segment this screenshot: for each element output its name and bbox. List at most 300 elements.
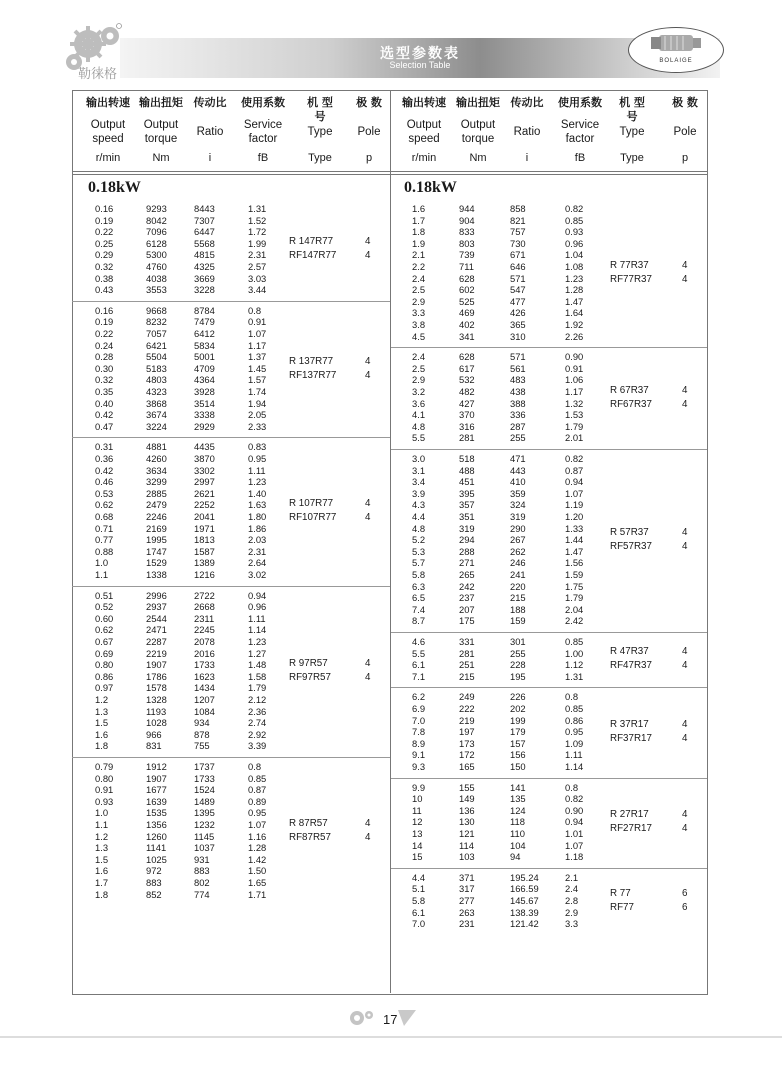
speed-cell: 6.3 xyxy=(412,580,426,592)
speed-cell: 0.69 xyxy=(95,647,114,659)
speed-cell: 5.3 xyxy=(412,545,426,557)
speed-cell: 1.3 xyxy=(95,842,109,854)
factor-cell: 1.27 xyxy=(248,647,267,659)
factor-cell: 1.09 xyxy=(565,737,584,749)
header-pole-en1: Pole xyxy=(673,126,697,138)
speed-cell: 3.3 xyxy=(412,307,426,319)
ratio-cell: 5001 xyxy=(194,351,215,363)
pole-value: 4 xyxy=(365,817,371,829)
speed-cell: 0.79 xyxy=(95,761,114,772)
ratio-cell: 934 xyxy=(194,717,210,729)
factor-cell: 0.94 xyxy=(565,476,584,488)
factor-cell: 3.02 xyxy=(248,569,267,580)
torque-cell: 2885 xyxy=(146,487,167,499)
factor-cell: 1.65 xyxy=(248,877,267,888)
footer-gear-icon xyxy=(345,1008,379,1032)
factor-cell: 2.01 xyxy=(565,432,584,444)
torque-cell: 972 xyxy=(146,865,162,877)
factor-cell: 0.8 xyxy=(565,691,579,703)
torque-cell: 1338 xyxy=(146,569,167,580)
type-label: R 87R57 xyxy=(289,817,328,829)
torque-cell: 1786 xyxy=(146,670,167,682)
type-label: R 37R17 xyxy=(610,719,649,730)
torque-cell: 2471 xyxy=(146,624,167,636)
torque-cell: 173 xyxy=(459,737,475,749)
pole-value: 4 xyxy=(365,831,371,843)
speed-cell: 0.35 xyxy=(95,386,114,397)
table-row xyxy=(0,715,782,727)
torque-cell: 263 xyxy=(459,906,475,918)
speed-cell: 1.2 xyxy=(95,830,109,842)
speed-cell: 1.5 xyxy=(95,853,109,865)
factor-cell: 0.82 xyxy=(565,793,584,805)
factor-cell: 1.37 xyxy=(248,351,267,363)
torque-cell: 2169 xyxy=(146,522,167,534)
factor-cell: 1.52 xyxy=(248,214,267,226)
factor-cell: 2.64 xyxy=(248,557,267,569)
table-row xyxy=(0,828,782,840)
table-row xyxy=(0,738,782,750)
torque-cell: 6421 xyxy=(146,339,167,351)
factor-cell: 0.85 xyxy=(565,636,584,647)
speed-cell: 1.6 xyxy=(412,203,426,214)
torque-cell: 219 xyxy=(459,714,475,726)
table-row xyxy=(0,351,782,363)
speed-cell: 4.4 xyxy=(412,871,426,883)
factor-cell: 1.31 xyxy=(248,203,267,214)
ratio-cell: 4435 xyxy=(194,441,215,453)
factor-cell: 2.03 xyxy=(248,534,267,546)
header-type-zh: 机 型 号 xyxy=(307,96,333,123)
header-torque-en2: torque xyxy=(144,133,178,145)
type-label-flange: RF147R77 xyxy=(289,250,337,262)
type-label: R 47R37 xyxy=(610,646,649,658)
speed-cell: 1.0 xyxy=(95,557,109,569)
factor-cell: 0.85 xyxy=(565,214,584,226)
motor-icon xyxy=(629,28,723,60)
table-row xyxy=(0,304,782,319)
ratio-cell: 931 xyxy=(194,853,210,865)
torque-cell: 237 xyxy=(459,592,475,604)
torque-cell: 136 xyxy=(459,804,475,816)
type-label: R 77R37 xyxy=(610,259,649,271)
ratio-cell: 2041 xyxy=(194,511,215,522)
factor-cell: 0.95 xyxy=(565,726,584,738)
table-row xyxy=(0,546,782,558)
speed-cell: 0.22 xyxy=(95,226,114,238)
ratio-cell: 220 xyxy=(510,580,526,592)
factor-cell: 2.33 xyxy=(248,420,267,432)
header-pole-en1: Pole xyxy=(357,126,381,138)
table-row xyxy=(0,261,782,273)
ratio-cell: 150 xyxy=(510,761,526,772)
header-pole-zh: 极 数 xyxy=(356,96,382,109)
factor-cell: 1.86 xyxy=(248,522,267,534)
speed-cell: 1.7 xyxy=(95,877,109,888)
speed-cell: 0.46 xyxy=(95,476,114,488)
header-torque-zh: 输出扭矩 xyxy=(139,96,183,109)
factor-cell: 0.90 xyxy=(565,804,584,816)
table-row xyxy=(0,749,782,761)
table-row xyxy=(0,569,782,581)
speed-cell: 5.7 xyxy=(412,557,426,569)
pole-value: 4 xyxy=(365,250,371,262)
factor-cell: 2.26 xyxy=(565,330,584,342)
speed-cell: 3.2 xyxy=(412,386,426,397)
factor-cell: 1.23 xyxy=(248,636,267,647)
speed-cell: 0.19 xyxy=(95,214,114,226)
torque-cell: 5504 xyxy=(146,351,167,363)
header-speed-en2: speed xyxy=(92,133,124,145)
speed-cell: 1.9 xyxy=(412,237,426,249)
header-ratio xyxy=(190,96,230,166)
speed-cell: 2.9 xyxy=(412,374,426,386)
torque-cell: 1025 xyxy=(146,853,167,865)
table-row xyxy=(0,782,782,794)
factor-cell: 2.92 xyxy=(248,728,267,740)
factor-cell: 0.95 xyxy=(248,453,267,464)
speed-cell: 0.67 xyxy=(95,636,114,647)
factor-cell: 1.79 xyxy=(565,592,584,604)
header-factor xyxy=(234,96,292,166)
type-label: R 77 xyxy=(610,887,631,899)
ratio-cell: 145.67 xyxy=(510,895,539,906)
type-label: R 107R77 xyxy=(289,498,334,509)
table-row xyxy=(0,816,782,828)
torque-cell: 904 xyxy=(459,214,475,226)
torque-cell: 319 xyxy=(459,522,475,534)
speed-cell: 0.16 xyxy=(95,203,114,214)
header-ratio xyxy=(507,96,547,166)
factor-cell: 2.36 xyxy=(248,705,267,717)
table-row xyxy=(0,534,782,546)
ratio-cell: 774 xyxy=(194,888,210,900)
torque-cell: 2287 xyxy=(146,636,167,647)
factor-cell: 0.85 xyxy=(248,772,267,784)
speed-cell: 3.1 xyxy=(412,464,426,476)
type-label-flange: RF87R57 xyxy=(289,831,331,843)
factor-cell: 0.87 xyxy=(248,784,267,796)
table-row xyxy=(0,604,782,616)
ratio-cell: 878 xyxy=(194,728,210,740)
ratio-cell: 202 xyxy=(510,703,526,714)
ratio-cell: 2997 xyxy=(194,476,215,488)
torque-cell: 8042 xyxy=(146,214,167,226)
header-pole-unit: p xyxy=(365,152,373,164)
factor-cell: 1.33 xyxy=(565,522,584,534)
header-ratio-unit: i xyxy=(208,152,212,164)
speed-cell: 1.0 xyxy=(95,807,109,819)
torque-cell: 427 xyxy=(459,397,475,409)
table-row xyxy=(0,215,782,227)
table-row xyxy=(0,476,782,488)
speed-cell: 0.51 xyxy=(95,589,114,601)
torque-cell: 3868 xyxy=(146,397,167,409)
speed-cell: 0.80 xyxy=(95,772,114,784)
torque-cell: 482 xyxy=(459,386,475,397)
speed-cell: 1.8 xyxy=(95,740,109,752)
torque-cell: 966 xyxy=(146,728,162,740)
speed-cell: 12 xyxy=(412,816,423,828)
ratio-cell: 571 xyxy=(510,272,526,284)
type-label: R 147R77 xyxy=(289,236,334,248)
speed-cell: 7.1 xyxy=(412,670,426,682)
table-row xyxy=(0,840,782,852)
factor-cell: 0.8 xyxy=(565,781,579,793)
pole-value: 4 xyxy=(365,369,371,381)
factor-cell: 1.44 xyxy=(565,534,584,546)
page-title: 选型参数表 xyxy=(380,46,460,62)
ratio-cell: 2621 xyxy=(194,487,215,499)
power-label: 0.18kW xyxy=(404,179,457,196)
torque-cell: 4038 xyxy=(146,272,167,284)
ratio-cell: 324 xyxy=(510,499,526,511)
ratio-cell: 156 xyxy=(510,749,526,761)
speed-cell: 5.2 xyxy=(412,534,426,546)
header-speed-en1: Output xyxy=(90,119,126,131)
speed-cell: 0.47 xyxy=(95,420,114,432)
torque-cell: 402 xyxy=(459,319,475,330)
pole-value: 4 xyxy=(365,512,371,523)
torque-cell: 1356 xyxy=(146,819,167,830)
torque-cell: 242 xyxy=(459,580,475,592)
speed-cell: 2.1 xyxy=(412,249,426,261)
ratio-cell: 3870 xyxy=(194,453,215,464)
ratio-cell: 228 xyxy=(510,659,526,671)
factor-cell: 1.20 xyxy=(565,511,584,522)
ratio-cell: 438 xyxy=(510,386,526,397)
torque-cell: 114 xyxy=(459,839,474,851)
header-ratio-en1: Ratio xyxy=(196,126,224,138)
table-row xyxy=(0,523,782,535)
torque-cell: 6128 xyxy=(146,237,167,249)
speed-cell: 4.1 xyxy=(412,409,426,421)
speed-cell: 3.0 xyxy=(412,453,426,464)
speed-cell: 1.8 xyxy=(95,888,109,900)
header-ratio-unit: i xyxy=(525,152,529,164)
torque-cell: 628 xyxy=(459,351,475,363)
ratio-cell: 730 xyxy=(510,237,526,249)
ratio-cell: 3514 xyxy=(194,397,215,409)
speed-cell: 0.16 xyxy=(95,304,114,316)
speed-cell: 4.3 xyxy=(412,499,426,511)
torque-cell: 488 xyxy=(459,464,475,476)
factor-cell: 2.05 xyxy=(248,409,267,421)
torque-cell: 1677 xyxy=(146,784,167,796)
pole-value: 4 xyxy=(682,719,688,730)
torque-cell: 215 xyxy=(459,670,475,682)
torque-cell: 357 xyxy=(459,499,475,511)
ratio-cell: 8443 xyxy=(194,203,215,214)
factor-cell: 1.32 xyxy=(565,397,584,409)
factor-cell: 2.9 xyxy=(565,906,579,918)
factor-cell: 0.94 xyxy=(248,589,267,601)
torque-cell: 1995 xyxy=(146,534,167,546)
header-speed-unit: r/min xyxy=(95,152,121,164)
torque-cell: 175 xyxy=(459,615,475,627)
ratio-cell: 646 xyxy=(510,261,526,272)
header-speed xyxy=(400,96,448,166)
type-label: R 97R57 xyxy=(289,657,328,669)
torque-cell: 341 xyxy=(459,330,475,342)
torque-cell: 251 xyxy=(459,659,475,671)
ratio-cell: 7307 xyxy=(194,214,215,226)
table-row xyxy=(0,296,782,308)
ratio-cell: 2016 xyxy=(194,647,215,659)
factor-cell: 1.92 xyxy=(565,319,584,330)
factor-cell: 0.82 xyxy=(565,453,584,464)
header-pole-zh: 极 数 xyxy=(672,96,698,109)
torque-cell: 1529 xyxy=(146,557,167,569)
factor-cell: 2.4 xyxy=(565,883,579,895)
factor-cell: 1.99 xyxy=(248,237,267,249)
torque-cell: 5300 xyxy=(146,249,167,261)
torque-cell: 1260 xyxy=(146,830,167,842)
ratio-cell: 195 xyxy=(510,670,526,682)
torque-cell: 149 xyxy=(459,793,475,805)
table-row xyxy=(0,872,782,884)
speed-cell: 15 xyxy=(412,851,423,863)
ratio-cell: 443 xyxy=(510,464,526,476)
torque-cell: 8232 xyxy=(146,316,167,328)
speed-cell: 0.19 xyxy=(95,316,114,328)
speed-cell: 4.5 xyxy=(412,330,426,342)
torque-cell: 371 xyxy=(459,871,475,883)
header-type-unit: Type xyxy=(620,152,644,164)
table-row xyxy=(0,793,782,805)
table-row xyxy=(0,589,782,604)
table-row xyxy=(0,851,782,863)
torque-cell: 2996 xyxy=(146,589,167,601)
torque-cell: 1747 xyxy=(146,545,167,557)
factor-cell: 2.12 xyxy=(248,694,267,705)
torque-cell: 9293 xyxy=(146,203,167,214)
speed-cell: 1.6 xyxy=(95,865,109,877)
type-label: R 67R37 xyxy=(610,384,649,396)
torque-cell: 2219 xyxy=(146,647,167,659)
header-factor-en1: Service xyxy=(560,119,600,131)
factor-cell: 1.75 xyxy=(565,580,584,592)
factor-cell: 1.01 xyxy=(565,828,584,839)
pole-value: 6 xyxy=(682,887,688,899)
table-row xyxy=(0,907,782,919)
torque-cell: 331 xyxy=(459,636,475,647)
torque-cell: 883 xyxy=(146,877,162,888)
ratio-cell: 157 xyxy=(510,737,526,749)
speed-cell: 5.1 xyxy=(412,883,426,895)
torque-cell: 451 xyxy=(459,476,475,488)
type-label-flange: RF37R17 xyxy=(610,733,652,744)
ratio-cell: 7479 xyxy=(194,316,215,328)
torque-cell: 207 xyxy=(459,603,475,615)
ratio-cell: 1389 xyxy=(194,557,215,569)
header-factor xyxy=(551,96,609,166)
torque-cell: 7057 xyxy=(146,328,167,339)
ratio-cell: 858 xyxy=(510,203,526,214)
header-pole xyxy=(352,96,386,166)
table-row xyxy=(0,883,782,895)
factor-cell: 1.11 xyxy=(248,612,266,624)
factor-cell: 1.07 xyxy=(565,487,584,499)
factor-cell: 1.80 xyxy=(248,511,267,522)
speed-cell: 4.4 xyxy=(412,511,426,522)
speed-cell: 0.93 xyxy=(95,795,114,807)
ratio-cell: 255 xyxy=(510,432,526,444)
factor-cell: 2.31 xyxy=(248,249,267,261)
ratio-cell: 471 xyxy=(510,453,526,464)
header-factor-zh: 使用系数 xyxy=(241,96,285,109)
header-type-en1: Type xyxy=(619,126,645,138)
ratio-cell: 3928 xyxy=(194,386,215,397)
pole-value: 4 xyxy=(682,273,688,285)
ratio-cell: 6412 xyxy=(194,328,215,339)
speed-cell: 0.24 xyxy=(95,339,114,351)
speed-cell: 6.5 xyxy=(412,592,426,604)
factor-cell: 1.59 xyxy=(565,569,584,580)
header-factor-unit: fB xyxy=(574,152,586,164)
factor-cell: 3.44 xyxy=(248,284,267,296)
page-subtitle: Selection Table xyxy=(389,60,451,70)
speed-cell: 0.38 xyxy=(95,272,114,284)
torque-cell: 121 xyxy=(459,828,475,839)
speed-cell: 0.42 xyxy=(95,464,114,476)
factor-cell: 2.42 xyxy=(565,615,584,627)
pole-value: 4 xyxy=(682,384,688,396)
speed-cell: 1.1 xyxy=(95,819,109,830)
header-type xyxy=(300,96,340,166)
table-row xyxy=(0,488,782,500)
ratio-cell: 1145 xyxy=(194,830,215,842)
ratio-cell: 483 xyxy=(510,374,526,386)
pole-value: 6 xyxy=(682,901,688,913)
header-factor-en2: factor xyxy=(565,133,595,145)
table-row xyxy=(0,581,782,593)
table-row xyxy=(0,398,782,410)
ratio-cell: 310 xyxy=(510,330,526,342)
factor-cell: 1.56 xyxy=(565,557,584,569)
torque-cell: 4760 xyxy=(146,261,167,272)
speed-cell: 1.2 xyxy=(95,694,109,705)
speed-cell: 3.8 xyxy=(412,319,426,330)
ratio-cell: 410 xyxy=(510,476,526,488)
factor-cell: 1.47 xyxy=(565,295,584,307)
ratio-cell: 1737 xyxy=(194,761,215,772)
torque-cell: 3553 xyxy=(146,284,167,296)
factor-cell: 0.83 xyxy=(248,441,267,453)
group-separator xyxy=(391,347,707,348)
pole-value: 4 xyxy=(682,660,688,672)
brand-logo xyxy=(628,27,724,73)
header-factor-en1: Service xyxy=(243,119,283,131)
factor-cell: 3.39 xyxy=(248,740,267,752)
factor-cell: 1.23 xyxy=(248,476,267,488)
factor-cell: 1.58 xyxy=(248,670,267,682)
factor-cell: 1.40 xyxy=(248,487,267,499)
power-label: 0.18kW xyxy=(88,179,141,196)
factor-cell: 0.82 xyxy=(565,203,584,214)
pole-value: 4 xyxy=(682,733,688,744)
factor-cell: 0.85 xyxy=(565,703,584,714)
ratio-cell: 135 xyxy=(510,793,526,805)
header-type xyxy=(612,96,652,166)
ratio-cell: 246 xyxy=(510,557,526,569)
factor-cell: 1.94 xyxy=(248,397,267,409)
factor-cell: 0.87 xyxy=(565,464,584,476)
ratio-cell: 255 xyxy=(510,647,526,659)
factor-cell: 1.16 xyxy=(248,830,267,842)
factor-cell: 1.08 xyxy=(565,261,584,272)
torque-cell: 1193 xyxy=(146,705,167,717)
